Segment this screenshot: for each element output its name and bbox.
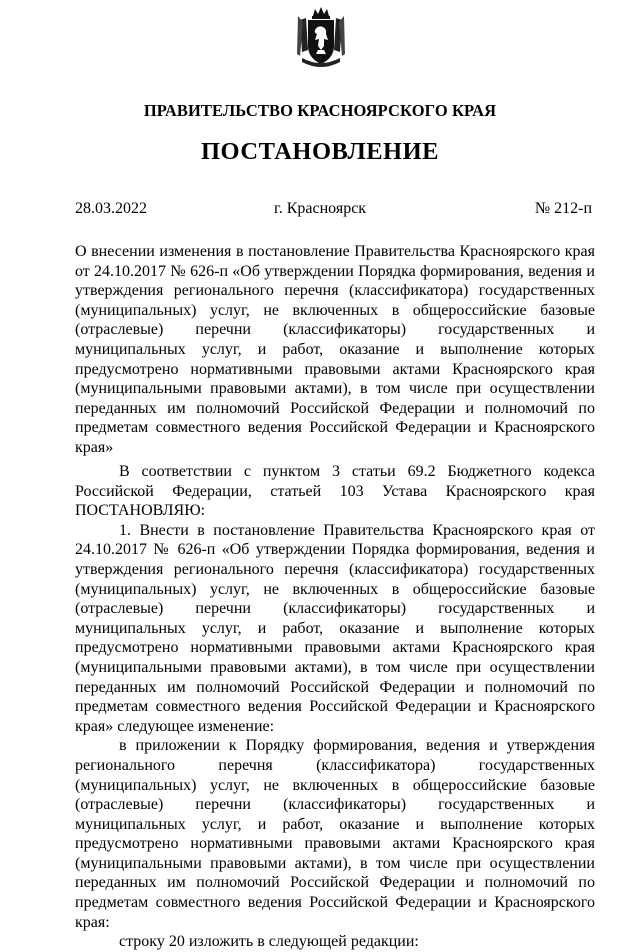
document-city: г. Красноярск xyxy=(273,200,367,217)
body-paragraph: в приложении к Порядку формирования, ведения и утверждения регионального перечня (классификатора) государственных (муниципальных) услуг, не включенных в общероссийские базовые (отраслевые) перечни (классификаторы) государственных и муниципальных услуг, и работ, оказание и выполнение которых предусмотрено нормативными правовыми актами Красноярского края (муниципальными правовыми актами), в том числе при осуществлении переданных им полномочий Российской Федерации и полномочий по предметам совместного ведения Российской Федерации и Красноярского края: xyxy=(75,737,595,931)
coat-of-arms-icon xyxy=(296,6,346,70)
body-paragraph: 1. Внести в постановление Правительства Красноярского края от 24.10.2017 № 626-п «Об утверждении Порядка формирования, ведения и утверждения регионального перечня (классификатора) государственных (муниципальных) услуг, не включенных в общероссийские базовые (отраслевые) перечни (классификаторы) государственных и муниципальных услуг, и работ, оказание и выполнение которых предусмотрено нормативными правовыми актами Красноярского края (муниципальными правовыми актами), в том числе при осуществлении переданных им полномочий Российской Федерации и полномочий по предметам совместного ведения Российской Федерации и Красноярского края» следующее изменение: xyxy=(75,521,595,735)
document-subject: О внесении изменения в постановление Правительства Красноярского края от 24.10.2017 № 626-п «Об утверждении Порядка формирования, ведения и утверждения регионального перечня (классификатора) государственных (муниципальных) услуг, не включенных в общероссийские базовые (отраслевые) перечни (классификаторы) государственных и муниципальных услуг, и работ, оказание и выполнение которых предусмотрено нормативными правовыми актами Красноярского края (муниципальными правовыми актами), в том числе при осуществлении переданных им полномочий Российской Федерации и полномочий по предметам совместного ведения Российской Федерации и Красноярского края» xyxy=(75,243,595,456)
document-date: 28.03.2022 xyxy=(75,200,147,217)
organization-name: ПРАВИТЕЛЬСТВО КРАСНОЯРСКОГО КРАЯ xyxy=(143,101,497,120)
body-paragraph: строку 20 изложить в следующей редакции: xyxy=(119,933,419,951)
document-type-title: ПОСТАНОВЛЕНИЕ xyxy=(201,138,439,165)
document-body xyxy=(75,462,595,952)
body-paragraph: В соответствии с пунктом 3 статьи 69.2 Бюджетного кодекса Российской Федерации, статьей 103 Устава Красноярского края ПОСТАНОВЛЯЮ: xyxy=(75,463,595,520)
document-number: № 212-п xyxy=(534,200,592,217)
